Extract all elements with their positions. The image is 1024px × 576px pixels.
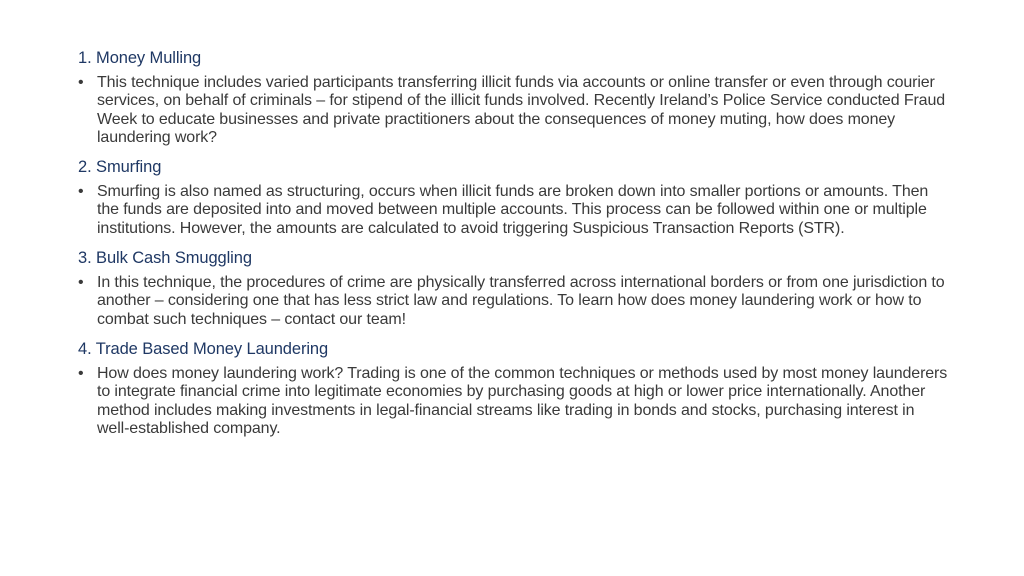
bullet-icon: • [78, 364, 84, 382]
section-heading: 3. Bulk Cash Smuggling [78, 249, 252, 268]
bullet-icon: • [78, 74, 84, 91]
bullet-icon: • [78, 274, 84, 292]
section-heading: 2. Smurfing [78, 158, 162, 177]
section-heading: 1. Money Mulling [78, 49, 202, 67]
section-smurfing [78, 157, 948, 238]
bullet-item [78, 183, 948, 238]
bullet-item [78, 74, 948, 147]
bullet-item [78, 274, 948, 329]
bullet-text: In this technique, the procedures of crime are physically transferred across international borders or from one jurisdiction to another – considering one that has less strict law and regulations. To learn how does money laundering work or how to combat such techniques – contact our team! [97, 274, 945, 328]
bullet-icon: • [78, 183, 84, 201]
bullet-text: How does money laundering work? Trading is one of the common techniques or methods used by most money launderers to integrate financial crime into legitimate economies by purchasing goods at high or lower price internationally. Another method includes making investments in legal-financial streams like trading in bonds and stocks, purchasing interest in well-established company. [97, 364, 948, 437]
bullet-text: Smurfing is also named as structuring, occurs when illicit funds are broken down into smaller portions or amounts. Then the funds are deposited into and moved between multiple accounts. This process can be followed within one or multiple institutions. However, the amounts are calculated to avoid triggering Suspicious Transaction Reports (STR). [97, 183, 929, 237]
section-trade-based-money-laundering [78, 339, 948, 438]
section-heading: 4. Trade Based Money Laundering [78, 339, 329, 358]
bullet-text: This technique includes varied participants transferring illicit funds via accounts or online transfer or even through courier services, on behalf of criminals – for stipend of the illicit funds involved. Recently Ireland’s Police Service conducted Fraud Week to educate businesses and private practitioners about the consequences of money muting, how does money laundering work? [97, 74, 946, 146]
section-bulk-cash-smuggling [78, 248, 948, 329]
slide-content [78, 48, 948, 448]
section-money-mulling [78, 48, 948, 147]
bullet-item [78, 365, 948, 438]
